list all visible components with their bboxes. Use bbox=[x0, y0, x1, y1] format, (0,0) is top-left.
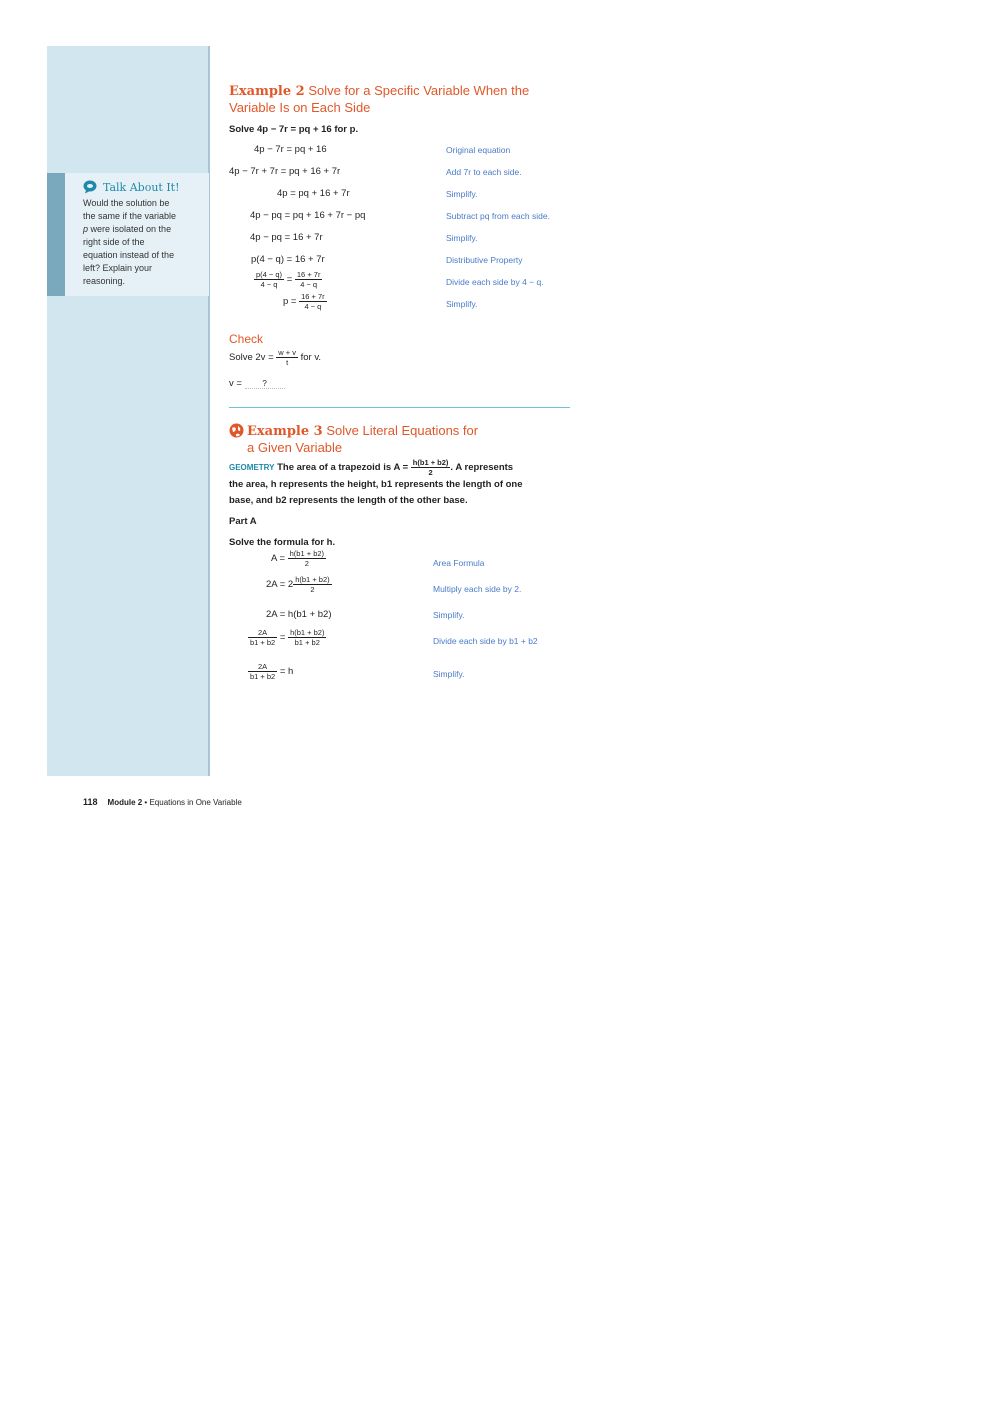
talk-about-it-title: Talk About It! bbox=[103, 180, 180, 194]
equation-step: 4p − 7r = pq + 16 bbox=[254, 144, 327, 155]
check-answer: v = ? bbox=[229, 378, 285, 389]
equation-step: p(4 − q) = 16 + 7r bbox=[251, 254, 325, 265]
problem-line: the area, h represents the height, b1 represents the length of one bbox=[229, 479, 523, 490]
equation-step-fraction: p = $\frac{16 + 7r}{4 - q}$ bbox=[283, 292, 325, 311]
globe-icon bbox=[229, 423, 244, 438]
problem-line: base, and b2 represents the length of the other base. bbox=[229, 494, 468, 506]
check-heading: Check bbox=[229, 332, 264, 346]
answer-blank-input[interactable]: ? bbox=[245, 379, 285, 389]
equation-step-fraction: $\frac{2A}{b1 + b2}$ = $\frac{h(b1 + b2)}{b1 + b2}$ bbox=[250, 628, 325, 647]
step-note: Simplify. bbox=[446, 233, 478, 243]
step-note: Original equation bbox=[446, 145, 511, 155]
sidebar-rule bbox=[208, 46, 210, 776]
talk-line: p were isolated on the bbox=[83, 224, 172, 234]
talk-line: left? Explain your bbox=[83, 263, 153, 273]
step-note: Divide each side by b1 + b2 bbox=[433, 636, 538, 646]
check-prompt: Solve 2v = $\frac{w + v}{t}$ for v. bbox=[229, 348, 322, 367]
example-3-problem: GEOMETRY The area of a trapezoid is A = $\frac{h(b1 + b2)}{2}$ . A represents the area, h represents the height, b1 represents the length of one base, and b2 represents the length of the other base. bbox=[229, 458, 559, 508]
equation-step-fraction: $\frac{p(4 - q)}{4 - q}$ = $\frac{16 + 7r}{4 - q}$ bbox=[256, 270, 321, 289]
part-a-label: Part A bbox=[229, 516, 257, 527]
geometry-tag: GEOMETRY bbox=[229, 463, 275, 473]
section-divider bbox=[229, 407, 570, 408]
equation-step: 2A = h(b1 + b2) bbox=[266, 609, 332, 620]
example-2-prompt: Solve 4p − 7r = pq + 16 for p. bbox=[229, 124, 359, 135]
talk-line: Would the solution be bbox=[83, 198, 170, 208]
step-note: Simplify. bbox=[446, 299, 478, 309]
step-note: Simplify. bbox=[433, 669, 465, 679]
step-note: Distributive Property bbox=[446, 255, 523, 265]
part-a-prompt: Solve the formula for h. bbox=[229, 537, 336, 548]
talk-about-it-text bbox=[83, 197, 195, 288]
equation-step: 4p − pq = pq + 16 + 7r − pq bbox=[250, 210, 366, 221]
sidebar bbox=[47, 46, 208, 776]
talk-line: the same if the variable bbox=[83, 211, 177, 221]
step-note: Divide each side by 4 − q. bbox=[446, 277, 544, 287]
module-label: Module 2 • Equations in One Variable bbox=[107, 798, 242, 807]
step-note: Add 7r to each side. bbox=[446, 167, 522, 177]
equation-step-fraction: $\frac{2A}{b1 + b2}$ = h bbox=[250, 662, 294, 681]
step-note: Multiply each side by 2. bbox=[433, 584, 522, 594]
equation-step-fraction: A = $\frac{h(b1 + b2)}{2}$ bbox=[271, 549, 325, 568]
step-note: Simplify. bbox=[446, 189, 478, 199]
page-number: 118 bbox=[83, 797, 98, 807]
talk-about-it-heading bbox=[83, 180, 180, 194]
step-note: Area Formula bbox=[433, 558, 485, 568]
equation-step: 4p − 7r + 7r = pq + 16 + 7r bbox=[229, 166, 341, 177]
step-note: Simplify. bbox=[433, 610, 465, 620]
talk-line: reasoning. bbox=[83, 276, 126, 286]
talk-line: right side of the bbox=[83, 237, 145, 247]
speech-bubble-icon bbox=[83, 180, 99, 194]
talk-line: equation instead of the bbox=[83, 250, 175, 260]
equation-step: 4p = pq + 16 + 7r bbox=[277, 188, 350, 199]
page-footer bbox=[83, 797, 242, 807]
talk-about-it-bar bbox=[47, 173, 65, 296]
example-2-heading: Example 2 Solve for a Specific Variable When the Variable Is on Each Side bbox=[229, 83, 530, 115]
example-3-heading: Example 3 Solve Literal Equations for a Given Variable bbox=[229, 423, 478, 456]
equation-step: 4p − pq = 16 + 7r bbox=[250, 232, 323, 243]
equation-step-fraction: 2A = 2 $\frac{h(b1 + b2)}{2}$ bbox=[266, 575, 330, 594]
step-note: Subtract pq from each side. bbox=[446, 211, 550, 221]
